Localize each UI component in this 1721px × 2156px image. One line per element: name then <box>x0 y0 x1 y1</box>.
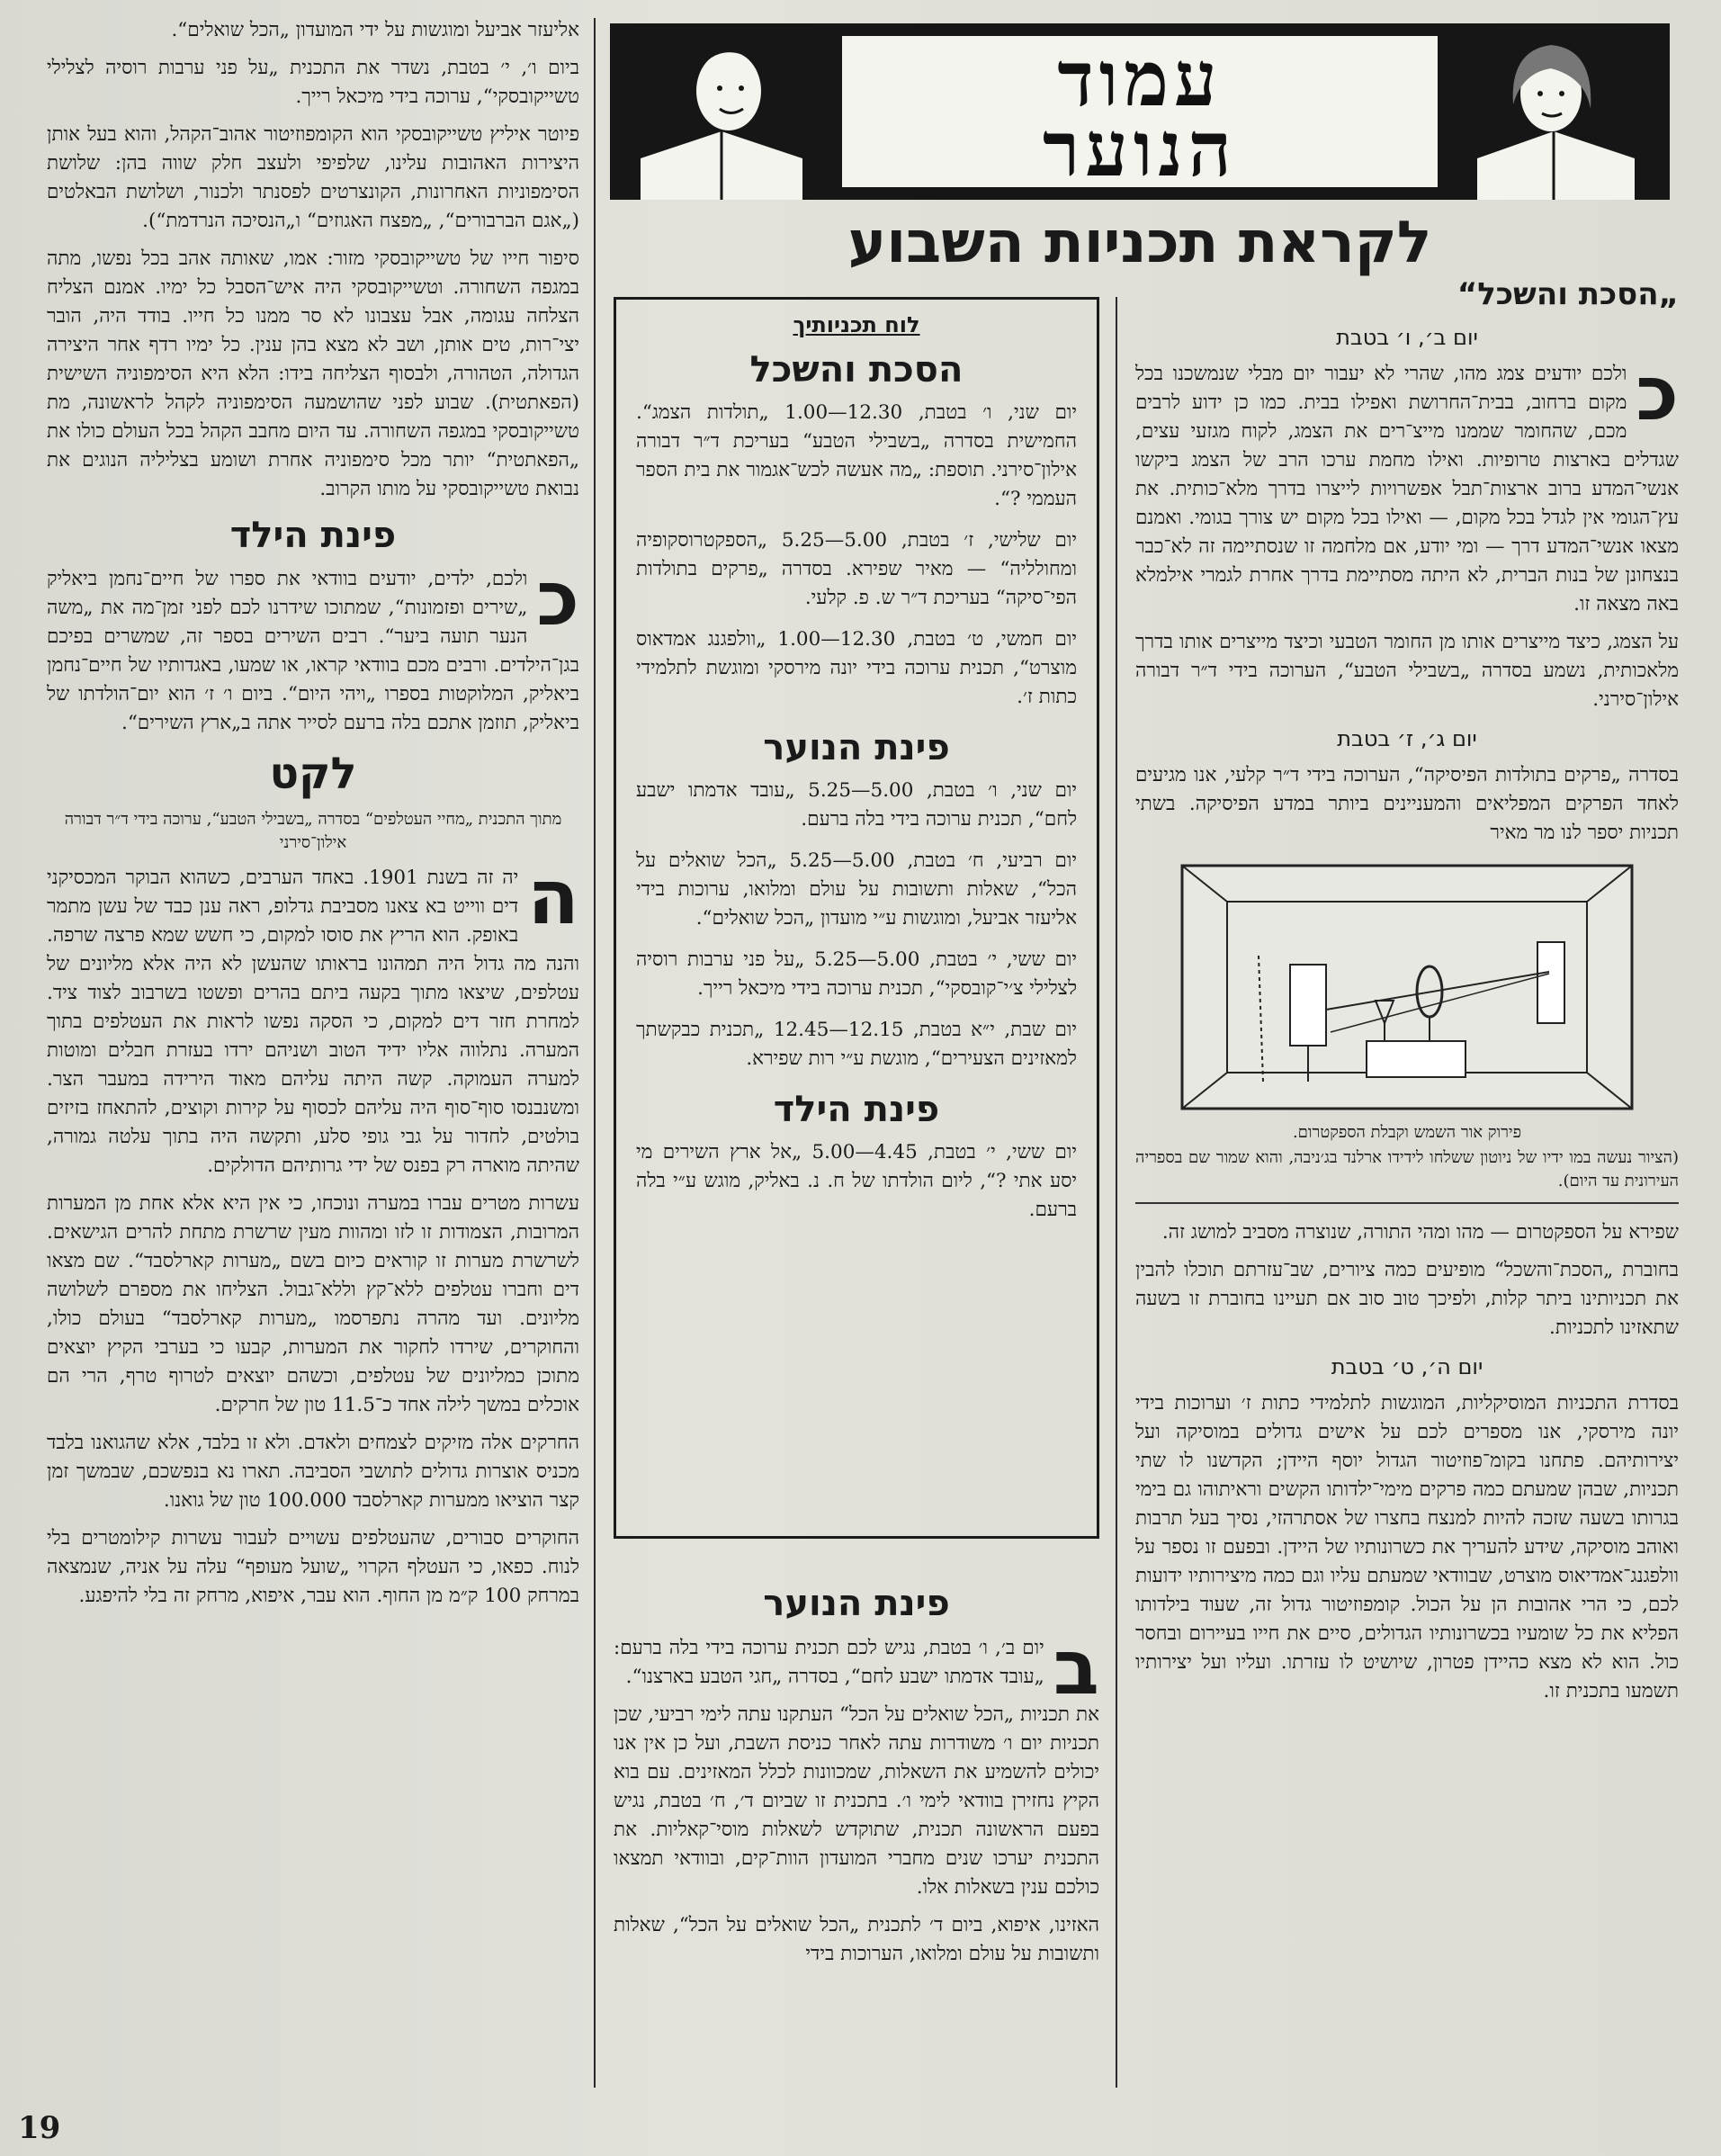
banner-title-line1: עמוד <box>1057 34 1223 123</box>
schedule-entry: יום שלישי, ז׳ בטבת, 5.00—5.25 „הספקטרוסקופיה ומחולליה“ — מאיר שפירא. בסדרה „פרקים בתולדות הפי־סיקה“ בעריכת ד״ר ש. פ. קלעי. <box>636 529 1077 609</box>
continued-text: פיוטר איליץ טשייקובסקי הוא הקומפוזיטור אהוב־הקהל, והוא בעל אותן היצירות האהובות עלינו, שלפיפי ולעצב חלק שווה בהן: שלושת הסימפוניות האחרונות, הקונצרטים לפסנתר ולכנור, ושלושת הבאלטים („אגם הברבורים“, „מפצח האגוזים“ ו„הנסיכה הנרדמת“). <box>47 123 579 232</box>
newton-spectrum-illustration <box>1173 857 1641 1118</box>
leket-title: לקט <box>269 749 357 799</box>
article-text: שפירא על הספקטרום — מהו ומהי התורה, שנוצרה מסביב למושג זה. <box>1161 1221 1679 1244</box>
date-subtitle: יום ב׳, ו׳ בטבת <box>1336 325 1478 350</box>
schedule-section-title: פינת הילד <box>773 1089 940 1130</box>
boy-reading-illustration <box>623 23 829 200</box>
article-text: על הצמג, כיצד מייצרים אותו מן החומר הטבעי וכיצד מייצרים אותו בדרך מלאכותית, נשמע בסדרה „בשבילי הטבע“, הערוכה בידי ד״ר דבורה אילון־סירני. <box>1135 631 1679 711</box>
schedule-entry: יום ששי, י׳ בטבת, 4.45—5.00 „אל ארץ השירים מי יסע אתי ?“, ליום הולדתו של ח. נ. באליק, מוגש ע״י בלה ברעם. <box>636 1141 1077 1221</box>
girl-reading-illustration <box>1450 23 1657 200</box>
continued-text: סיפור חייו של טשייקובסקי מזור: אמו, שאותה אהב בכל נפשו, מתה במגפה השחורה. וטשייקובסקי היה איש־הסבל כל ימיו. אמנם הצליח הצלחה עגומה, אבל עצבונו לא סר ממנו כל חייו. בודד היה, הובר יצי־רות, טים אותן, ושב לא מצא בהן ענין. כל ימיו רדף אחר היצירה הגדולה, הטהורה, ולבסוף הצליחה בידו: הלא היא הסימפוניה השישית (הפאתטית). שבוע לפני שהושמעה הסימפוניה לקהל לראשונה, מת טשייקובסקי במגפה השחורה. עד היום מחבב הקהל בכל העולם כולו את „הפאתטית“ יותר מכל סימפוניה אחרת ושומע בצליליה הנוגים את נבואת טשייקובסקי על מותו הקרוב. <box>47 247 579 500</box>
continued-text: ביום ו׳, י׳ בטבת, נשדר את התכנית „על פני ערבות רוסיה לצלילי טשייקובסקי“, ערוכה בידי מיכאל רייך. <box>47 57 579 108</box>
youth-corner-title: פינת הנוער <box>763 1583 950 1624</box>
article-text: בחוברת „הסכת־והשכל“ מופיעים כמה ציורים, שב־עזרתם תוכלו להבין את תכניותינו ביתר קלות, ולפיכך טוב סוב אם תעיינו בחוברת זו בשעה שתאזינו לתכניות. <box>1135 1259 1679 1339</box>
article-text: בסדרת התכניות המוסיקליות, המוגשות לתלמידי כתות ז׳ וערוכות בידי יונה מירסקי, אנו מספרים לכם על אישים גדולים במוסיקה ועל יצירותיהם. פתחנו בקומ־פוזיטור הגדול יוסף היידן; הקדשנו לו שתי תכניות, שבהן שמעתם כמה פרקים מימי־ילדותו הקשים וראיתוהו גם בימי בגרותו בשעה שזכה להיות למנצח בחצרו של אסתרהזי, נסיך בעל תרבות ואוהב מוסיקה, שידע להעריך את כשרונותיו של היידן. ובפעם זו נספר על וולפגנג־אמדיאוס מוצרט, שבוודאי שמעתם עליו וגם כמה מיצירותיו ידועות לכם, כי הרי אהובות הן על הכול. קומפוזיטור גדול זה, שעוד בילדותו הפליא את כל שומעיו בכשרונותיו הגדולים, סיים את חייו בעיירום ובחסר כול. הוא לא מצא כהיידן פטרון, שיושיט לו עזרתו. ועליו ועל יצירותיו תשמעו בתכנית זו. <box>1135 1392 1679 1702</box>
separator <box>1135 1202 1679 1204</box>
dropcap: כ <box>1636 349 1679 437</box>
leket-text: החרקים אלה מזיקים לצמחים ולאדם. ולא זו בלבד, אלא שהגואנו בלבד מכניס אוצרות גדולים לתושבי הסביבה. תארו נא בנפשכם, שבמשך זמן קצר הוציאו ממערות קארלסבד 100.000 טון של גואנו. <box>47 1432 579 1512</box>
schedule-section-title: פינת הנוער <box>763 727 950 768</box>
schedule-title: לוח תכניותיך <box>793 312 920 337</box>
article-text: בסדרה „פרקים בתולדות הפיסיקה“, הערוכה בידי ד״ר קלעי, אנו מגיעים לאחד הפרקים המפליאים והמעניינים ביותר במדע הפיסיקה. בשתי תכניות יספר לנו מר מאיר <box>1135 764 1679 844</box>
schedule-box <box>614 297 1099 1539</box>
continued-text: אליעזר אביעל ומוגשות על ידי המועדון „הכל שואלים“. <box>171 19 579 41</box>
banner-title-box <box>842 34 1438 193</box>
page-headline: לקראת תכניות השבוע <box>847 210 1432 276</box>
banner-title-line2: הנוער <box>1043 104 1237 193</box>
schedule-entry: יום שבת, י״א בטבת, 12.15—12.45 „תכנית כבקשתך למאזינים הצעירים“, מוגשת ע״י רות שפירא. <box>636 1019 1077 1070</box>
date-subtitle: יום ה׳, ט׳ בטבת <box>1331 1354 1483 1379</box>
leket-text: ה יה זה בשנת 1901. באחד הערבים, כשהוא הבוקר המכסיקני דים ווייט בא צאנו מסביבת גדלופ, ראה ענן כבד של עשן מתמר באופק. הוא הריץ את סוסו למקום, כי חשש שמא פרצה שרפה. והנה מה גדול היה תמהונו בראותו שהעשן לא היה אלא מליונים של עטלפים, שיצאו מתוך בקעה ביתם בהרים ופשטו בשרבוב לצוד ציד. למחרת חזר דים למקום, כי הסקה נפשו לראות את העטלפים בתוך המערה. נתלווה אליו ידיד הטוב ושניהם ירדו בעזרת חבלים ומוטות למערה העמוקה. קשה היתה עליהם מאוד הירידה במעבר הצר. ומשנבנסו סוף־סוף היה עליהם לכסוף על קירות וקוצים, להתאחז בזיזים בולטים, לחדור על גבי גופי סלע, ותקשה היה בתוך עלטה גמורה, שהיתה מוארה רק בפנס של ידי גרותיהם הדולקים. <box>47 853 579 1177</box>
page-number: 19 <box>18 2110 61 2146</box>
youth-corner-article <box>614 1575 1099 2097</box>
leket-text: החוקרים סבורים, שהעטלפים עשויים לעבור עשרות קילומטרים בלי לנוח. כפאו, כי העטלף הקרוי „שועל מעופף“ עלה על אניה, שנמצאה במרחק 100 ק״מ מן החוף. הוא עבר, איפוא, מרחק זה בלי להיפגע. <box>47 1527 579 1607</box>
schedule-entry: יום חמשי, ט׳ בטבת, 12.30—1.00 „וולפגנג אמדאוס מוצרט“, תכנית ערוכה בידי יונה מירסקי ומוגשת לתלמידי כתות ז׳. <box>636 628 1077 708</box>
schedule-entry: יום שני, ו׳ בטבת, 5.00—5.25 „עובד אדמתו ישבע לחם“, תכנית ערוכה בידי בלה ברעם. <box>636 779 1077 831</box>
schedule-entry: יום רביעי, ח׳ בטבת, 5.00—5.25 „הכל שואלים על הכל“, שאלות ותשובות על עולם ומלואו, ערוכות בידי אליעזר אביעל, ומוגשות ע״י מועדון „הכל שואלים“. <box>636 849 1077 930</box>
dropcap: כ <box>536 554 579 642</box>
dropcap: ב <box>1053 1623 1099 1711</box>
youth-corner-text: ב יום ב׳, ו׳ בטבת, נגיש לכם תכנית ערוכה בידי בלה ברעם: „עובד אדמתו ישבע לחם“, בסדרה „חגי הטבע בארצנו“. <box>614 1623 1099 1711</box>
schedule-entry: יום ששי, י׳ בטבת, 5.00—5.25 „על פני ערבות רוסיה לצלילי צ׳י־קובסקי“, תכנית ערוכה בידי מיכאל רייך. <box>636 948 1077 1000</box>
dropcap: ה <box>527 853 579 941</box>
child-corner-title: פינת הילד <box>229 515 397 556</box>
youth-corner-text: את תכניות „הכל שואלים על הכל“ העתקנו עתה לימי רביעי, שכן תכניות יום ו׳ משודרות עתה לאחר כניסת השבת, ועל כן אין אנו יכולים להשמיע את השאלות, שמכוונות לכלל המאזינים. עם בוא הקיץ נחזירן בוודאי לימי ו׳. בתכנית זו שביום ד׳, ח׳ בטבת, נגיש בפעם הראשונה תכנית, שתוקדש לשאלות מוסי־קאליות. את התכנית יערכו שנים מחברי המועדון הוות־קים, ובוודאי תמצאו כולכם ענין בשאלות אלו. <box>614 1703 1099 1899</box>
left-column <box>47 16 579 2095</box>
schedule-section-title: הסכת והשכל <box>749 349 964 391</box>
leket-text: עשרות מטרים עברו במערה ונוכחו, כי אין היא אלא אחת מן המערות המרובות, הצמודות זו לזו ומהוות מעין שרשרת מתחת להרים הגישאים. לשרשרת מערות זו קוראים כיום בשם „מערות קארלסבד“. שם מצאו דים וחברו עטלפים ללא־קץ וללא־גבול. הצליחו את מספרם לשלושה מליונים. ועד מהרה נתפרסמו „מערות קארלסבד“ בעולם כולו, והחוקרים, שירדו לחקור את המערות, קבעו כי בערבי הקיץ יוצאים מתוכן כמליונים של עטלפים, וכשהם יוצאים לטרוף טרף, הרי הם אוכלים במשך לילה אחד כ־11.5 טון של חרקים. <box>47 1192 579 1416</box>
right-column <box>1135 268 1679 2095</box>
child-corner-text: כ ולכם, ילדים, יודעים בוודאי את ספרו של חיים־נחמן ביאליק „שירים ופזמונות“, שמתוכו שידרנו לכם לפני זמן־מה את „משה הנער תועה ביער“. רבים השירים בספר זה, שמשרים בפיכם בגן־הילדים. ורבים מכם בוודאי קראו, או שמעו, באגדותיו של חיים־נחמן ביאליק, המלוקטות בספרו „ויהי היום“. ביום ו׳ ז׳ הוא יום־הולדתו של ביאליק, תוזמן אתכם בלה ברעם לסייר אתה ב„ארץ השירים“. <box>47 554 579 734</box>
schedule-entry: יום שני, ו׳ בטבת, 12.30—1.00 „תולדות הצמג“. החמישית בסדרה „בשבילי הטבע“ בעריכת ד״ר דבורה אילון־סירני. תוספת: „מה אעשה לכש־אגמור את בית הספר העממי ?“. <box>636 401 1078 510</box>
youth-corner-text: האזינו, איפוא, ביום ד׳ לתכנית „הכל שואלים על הכל“, שאלות ותשובות על עולם ומלואו, הערוכות בידי <box>614 1914 1099 1965</box>
column-divider <box>1116 297 1117 2088</box>
date-subtitle: יום ג׳, ז׳ בטבת <box>1337 726 1477 751</box>
article-title: „הסכת והשכל“ <box>1457 276 1679 312</box>
youth-page-banner <box>610 23 1670 200</box>
article-text: כ ולכם יודעים צמג מהו, שהרי לא יעבור יום מבלי שנמשכנו בכל מקום ברחוב, בבית־החרושת ואפילו בבית. כמו כן ידוע לרבים מכם, שהחומר שממנו מייצ־רים את הצמג, לקוח מגזעי עצים, שגדלים בארצות טרופיות. ואילו מחמת ערכו הרב של הצמג ביקשו אנשי־המדע ברוב ארצות־תבל אפשרויות לייצרו בדרך מלא־כותית. את עץ־הגומי אין לגדל בכל מקום, — ואילו בכל מקום יש צורך בגומי. ואמנם מצאו אנשי־המדע דרך — ומי יודע, אם מלחמה זו שנסתיימה זה לא־כבר בנצחונן של בנות הברית, לא היתה מסתיימת בדרך אחרת לגמרי אילמלא באה מצאה זו. <box>1135 349 1679 615</box>
illustration-note: (הציור נעשה במו ידיו של ניוטון ששלחו לידידו ארלנד בג׳ניבה, והוא שמור שם בספריה העירונית עד היום). <box>1135 1148 1679 1190</box>
illustration-caption: פירוק אור השמש וקבלת הספקטרום. <box>1292 1123 1522 1142</box>
column-divider <box>594 18 596 2088</box>
leket-source: מתוך התכנית „מחיי העטלפים“ בסדרה „בשבילי הטבע“, ערוכה בידי ד״ר דבורה אילון־סירני <box>64 810 562 852</box>
